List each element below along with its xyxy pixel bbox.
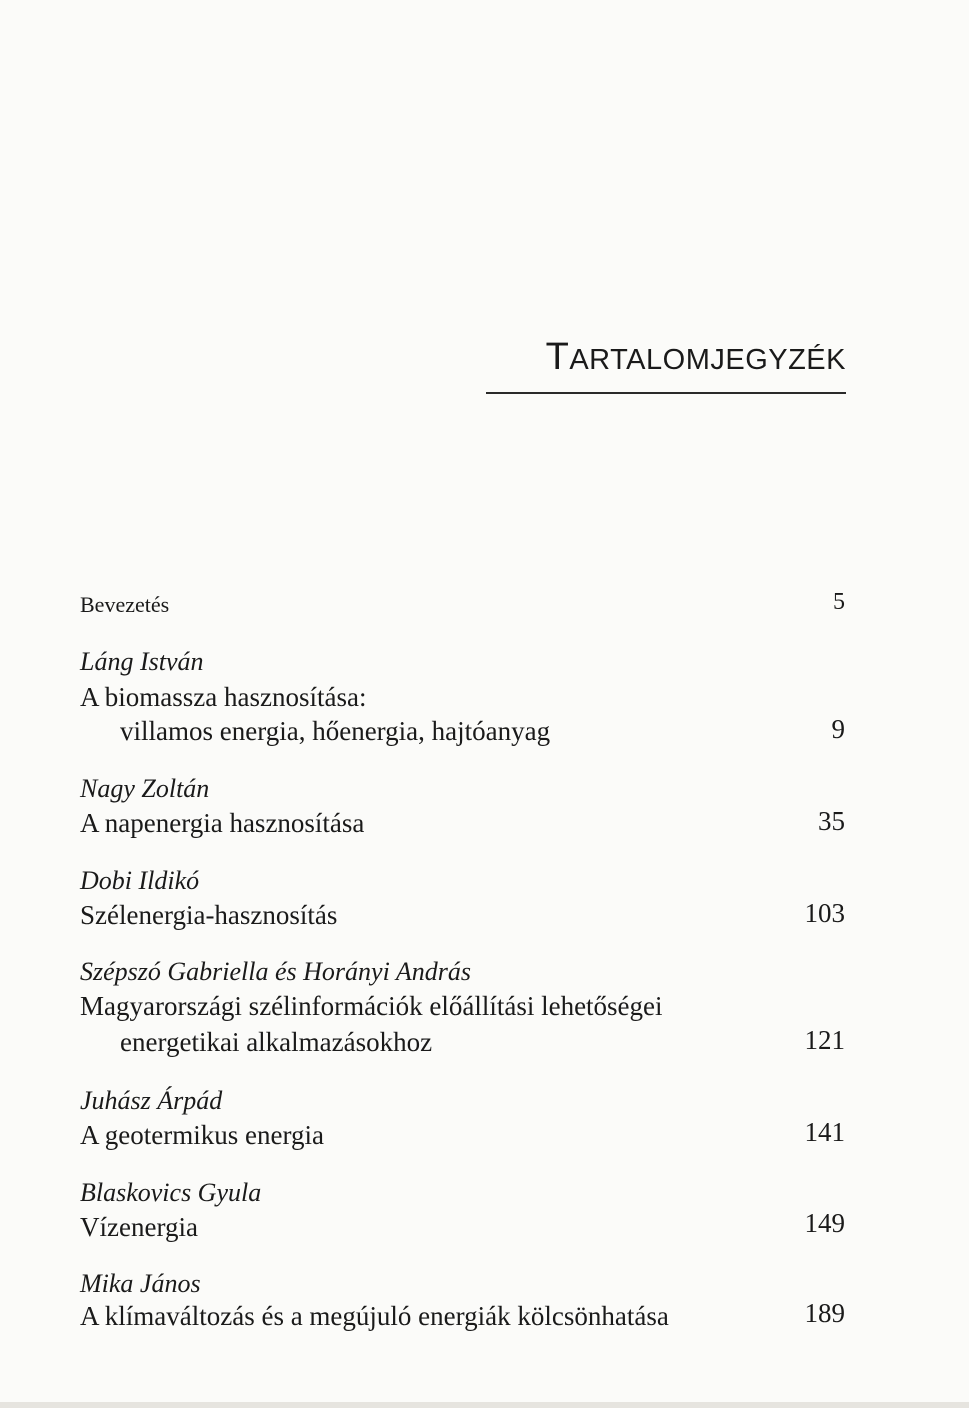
- toc-entry-author: Láng István: [80, 647, 204, 676]
- toc-entry-title: Magyarországi szélinformációk előállítási lehetőségei: [80, 991, 663, 1021]
- toc-entry-title-continued: villamos energia, hőenergia, hajtóanyag: [120, 716, 551, 746]
- toc-entry-introduction-page: 5: [833, 589, 845, 615]
- toc-entry-page: 103: [804, 898, 845, 928]
- toc-entry-introduction-title: Bevezetés: [80, 592, 170, 617]
- toc-entry-page: 149: [804, 1208, 845, 1238]
- toc-entry-author: Szépszó Gabriella és Horányi András: [80, 957, 471, 986]
- toc-entry-title: A biomassza hasznosítása:: [80, 682, 367, 712]
- toc-entry-title-continued: energetikai alkalmazásokhoz: [120, 1027, 433, 1057]
- page-title: [486, 336, 846, 380]
- toc-entry-title: Vízenergia: [80, 1212, 198, 1242]
- toc-entry-author: Juhász Árpád: [80, 1086, 223, 1115]
- toc-entry-page: 35: [818, 806, 845, 836]
- toc-entry-page: 121: [804, 1025, 845, 1055]
- title-underline: [486, 392, 846, 394]
- toc-entry-author: Nagy Zoltán: [80, 774, 210, 803]
- toc-entry-author: Dobi Ildikó: [80, 866, 200, 895]
- toc-entry-page: 9: [831, 714, 845, 744]
- toc-entry-author: Blaskovics Gyula: [80, 1178, 262, 1207]
- toc-entry-page: 141: [804, 1117, 845, 1147]
- toc-entry-title: A geotermikus energia: [80, 1120, 324, 1150]
- toc-entry-title: A klímaváltozás és a megújuló energiák kölcsönhatása: [80, 1301, 669, 1331]
- toc-entry-title: A napenergia hasznosítása: [80, 808, 365, 838]
- page-title-rest: ARTALOMJEGYZÉK: [569, 344, 846, 376]
- page-title-initial: T: [545, 336, 570, 378]
- toc-entry-page: 189: [804, 1298, 845, 1328]
- scan-bottom-edge: [0, 1402, 969, 1408]
- toc-entry-author: Mika János: [80, 1269, 201, 1298]
- toc-entry-title: Szélenergia-hasznosítás: [80, 900, 338, 930]
